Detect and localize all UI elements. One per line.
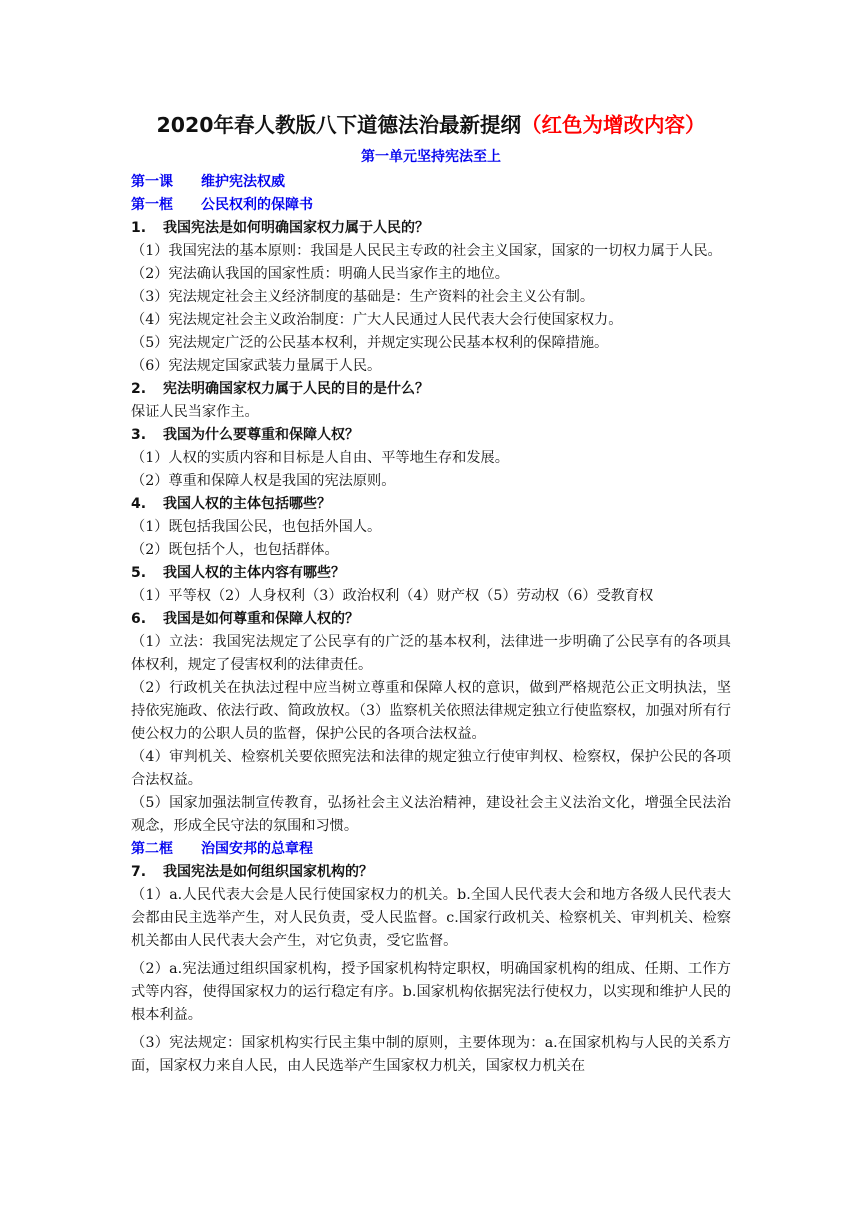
- answer-paragraph: （2）宪法确认我国的国家性质：明确人民当家作主的地位。: [131, 266, 509, 282]
- question-number: 5.: [131, 565, 147, 581]
- question-text: 我国是如何尊重和保障人权的？: [163, 611, 359, 627]
- question-text: 我国宪法是如何组织国家机构的？: [163, 864, 373, 880]
- frame-name: 治国安邦的总章程: [201, 841, 313, 857]
- question-text: 我国宪法是如何明确国家权力属于人民的？: [163, 220, 429, 236]
- question-heading: [131, 378, 731, 401]
- question-heading: [131, 424, 731, 447]
- unit-heading: 第一单元坚持宪法至上: [361, 149, 501, 165]
- answer-paragraph: （3）宪法规定：国家机构实行民主集中制的原则，主要体现为：a.在国家机构与人民的关系方面，国家权力来自人民，由人民选举产生国家权力机关，国家权力机关在: [131, 1035, 731, 1074]
- frame-name: 公民权利的保障书: [201, 197, 313, 213]
- title-main: 2020年春人教版八下道德法治最新提纲: [156, 113, 522, 137]
- answer-paragraph: （1）平等权（2）人身权利（3）政治权利（4）财产权（5）劳动权（6）受教育权: [131, 588, 654, 604]
- frame-label: 第一框: [131, 197, 173, 213]
- answer-paragraph: （1）既包括我国公民，也包括外国人。: [131, 519, 382, 535]
- question-heading: [131, 861, 731, 884]
- answer-paragraph: （1）人权的实质内容和目标是人自由、平等地生存和发展。: [131, 450, 509, 466]
- answer-paragraph: （4）宪法规定社会主义政治制度：广大人民通过人民代表大会行使国家权力。: [131, 312, 623, 328]
- answer-paragraph: （2）行政机关在执法过程中应当树立尊重和保障人权的意识，做到严格规范公正文明执法，坚持依宪施政、依法行政、简政放权。（3）监察机关依照法律规定独立行使监察权，加强对所有行使公权力的公职人员的监督，保护公民的各项合法权益。: [131, 680, 731, 742]
- answer-paragraph: （2）既包括个人，也包括群体。: [131, 542, 339, 558]
- question-number: 2.: [131, 381, 147, 397]
- question-heading: [131, 562, 731, 585]
- answer-paragraph: （2）尊重和保障人权是我国的宪法原则。: [131, 473, 396, 489]
- question-heading: [131, 608, 731, 631]
- answer-paragraph: （5）国家加强法制宣传教育，弘扬社会主义法治精神，建设社会主义法治文化，增强全民法治观念，形成全民守法的氛围和习惯。: [131, 795, 731, 834]
- question-number: 4.: [131, 496, 147, 512]
- answer-paragraph: 保证人民当家作主。: [131, 404, 259, 420]
- question-text: 我国人权的主体包括哪些？: [163, 496, 331, 512]
- document-body: [131, 110, 731, 1078]
- document-title: [131, 110, 731, 140]
- question-text: 宪法明确国家权力属于人民的目的是什么？: [163, 381, 429, 397]
- lesson-label: 第一课: [131, 174, 173, 190]
- question-number: 6.: [131, 611, 147, 627]
- question-number: 1.: [131, 220, 147, 236]
- question-number: 3.: [131, 427, 147, 443]
- frame-heading: [131, 194, 731, 217]
- question-heading: [131, 217, 731, 240]
- lesson-heading: [131, 171, 731, 194]
- question-text: 我国为什么要尊重和保障人权？: [163, 427, 359, 443]
- frame-label: 第二框: [131, 841, 173, 857]
- answer-paragraph: （5）宪法规定广泛的公民基本权利，并规定实现公民基本权利的保障措施。: [131, 335, 609, 351]
- answer-paragraph: （2）a.宪法通过组织国家机构，授予国家机构特定职权，明确国家机构的组成、任期、工作方式等内容，使得国家权力的运行稳定有序。b.国家机构依据宪法行使权力，以实现和维护人民的根本利益。: [131, 961, 731, 1023]
- question-number: 7.: [131, 864, 147, 880]
- answer-paragraph: （3）宪法规定社会主义经济制度的基础是：生产资料的社会主义公有制。: [131, 289, 595, 305]
- question-text: 我国人权的主体内容有哪些？: [163, 565, 345, 581]
- answer-paragraph: （1）我国宪法的基本原则：我国是人民民主专政的社会主义国家，国家的一切权力属于人民。: [131, 243, 722, 259]
- answer-paragraph: （4）审判机关、检察机关要依照宪法和法律的规定独立行使审判权、检察权，保护公民的各项合法权益。: [131, 749, 731, 788]
- frame-heading: [131, 838, 731, 861]
- question-heading: [131, 493, 731, 516]
- lesson-name: 维护宪法权威: [201, 174, 285, 190]
- answer-paragraph: （1）a.人民代表大会是人民行使国家权力的机关。b.全国人民代表大会和地方各级人民代表大会都由民主选举产生，对人民负责，受人民监督。c.国家行政机关、检察机关、审判机关、检察机关都由人民代表大会产生，对它负责，受它监督。: [131, 887, 731, 949]
- answer-paragraph: （6）宪法规定国家武装力量属于人民。: [131, 358, 382, 374]
- title-highlight: （红色为增改内容）: [521, 113, 706, 137]
- answer-paragraph: （1）立法：我国宪法规定了公民享有的广泛的基本权利，法律进一步明确了公民享有的各项具体权利，规定了侵害权利的法律责任。: [131, 634, 731, 673]
